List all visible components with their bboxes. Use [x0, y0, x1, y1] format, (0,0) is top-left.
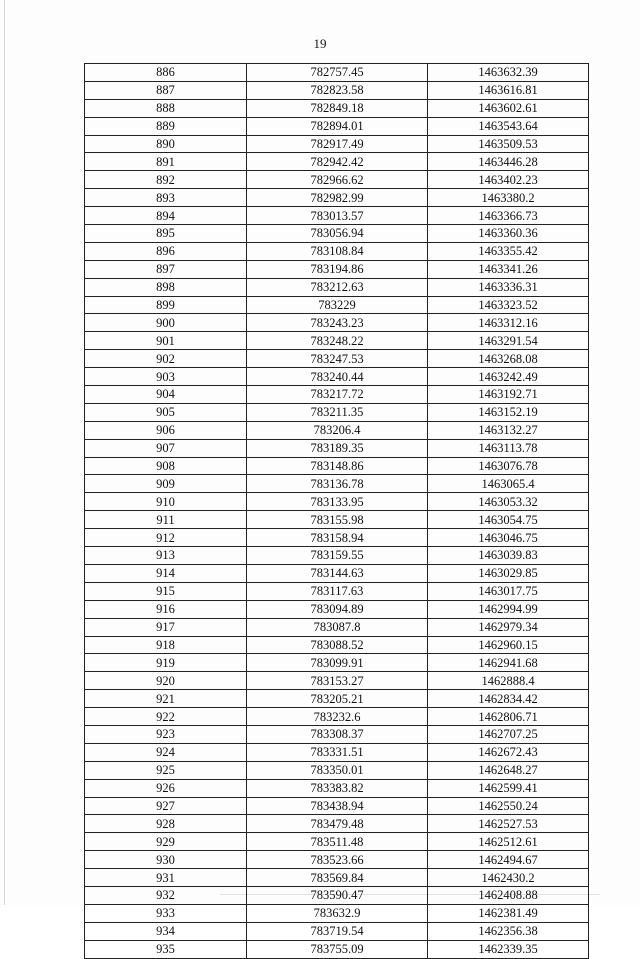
y-coordinate-cell: 1463632.39: [428, 64, 589, 82]
x-coordinate-cell: 783212.63: [247, 278, 428, 296]
point-number-cell: 908: [85, 457, 247, 475]
y-coordinate-cell: 1462806.71: [428, 708, 589, 726]
point-number-cell: 917: [85, 618, 247, 636]
x-coordinate-cell: 783240.44: [247, 368, 428, 386]
point-number-cell: 921: [85, 690, 247, 708]
y-coordinate-cell: 1463152.19: [428, 403, 589, 421]
coordinates-table-body: [85, 64, 589, 959]
x-coordinate-cell: 783243.23: [247, 314, 428, 332]
table-row: [85, 833, 589, 851]
table-row: [85, 547, 589, 565]
table-row: [85, 582, 589, 600]
table-row: [85, 564, 589, 582]
x-coordinate-cell: 783088.52: [247, 636, 428, 654]
y-coordinate-cell: 1462979.34: [428, 618, 589, 636]
point-number-cell: 887: [85, 81, 247, 99]
table-row: [85, 260, 589, 278]
table-row: [85, 225, 589, 243]
y-coordinate-cell: 1462527.53: [428, 815, 589, 833]
y-coordinate-cell: 1463046.75: [428, 529, 589, 547]
table-row: [85, 153, 589, 171]
table-row: [85, 99, 589, 117]
y-coordinate-cell: 1462888.4: [428, 672, 589, 690]
x-coordinate-cell: 783719.54: [247, 922, 428, 940]
x-coordinate-cell: 783217.72: [247, 386, 428, 404]
table-row: [85, 851, 589, 869]
x-coordinate-cell: 783755.09: [247, 940, 428, 958]
y-coordinate-cell: 1463341.26: [428, 260, 589, 278]
y-coordinate-cell: 1462339.35: [428, 940, 589, 958]
point-number-cell: 891: [85, 153, 247, 171]
x-coordinate-cell: 783229: [247, 296, 428, 314]
table-row: [85, 314, 589, 332]
x-coordinate-cell: 783189.35: [247, 439, 428, 457]
point-number-cell: 934: [85, 922, 247, 940]
x-coordinate-cell: 783159.55: [247, 547, 428, 565]
point-number-cell: 931: [85, 869, 247, 887]
table-row: [85, 421, 589, 439]
x-coordinate-cell: 783247.53: [247, 350, 428, 368]
x-coordinate-cell: 783248.22: [247, 332, 428, 350]
x-coordinate-cell: 783590.47: [247, 886, 428, 904]
x-coordinate-cell: 783148.86: [247, 457, 428, 475]
table-row: [85, 815, 589, 833]
x-coordinate-cell: 783013.57: [247, 207, 428, 225]
point-number-cell: 935: [85, 940, 247, 958]
y-coordinate-cell: 1463336.31: [428, 278, 589, 296]
point-number-cell: 897: [85, 260, 247, 278]
point-number-cell: 903: [85, 368, 247, 386]
point-number-cell: 910: [85, 493, 247, 511]
point-number-cell: 912: [85, 529, 247, 547]
y-coordinate-cell: 1462599.41: [428, 779, 589, 797]
table-row: [85, 922, 589, 940]
x-coordinate-cell: 783331.51: [247, 743, 428, 761]
x-coordinate-cell: 783117.63: [247, 582, 428, 600]
point-number-cell: 911: [85, 511, 247, 529]
point-number-cell: 930: [85, 851, 247, 869]
table-row: [85, 743, 589, 761]
table-row: [85, 117, 589, 135]
table-row: [85, 618, 589, 636]
table-row: [85, 242, 589, 260]
table-row: [85, 869, 589, 887]
x-coordinate-cell: 783206.4: [247, 421, 428, 439]
y-coordinate-cell: 1463402.23: [428, 171, 589, 189]
table-row: [85, 654, 589, 672]
x-coordinate-cell: 782757.45: [247, 64, 428, 82]
point-number-cell: 927: [85, 797, 247, 815]
y-coordinate-cell: 1463312.16: [428, 314, 589, 332]
y-coordinate-cell: 1462994.99: [428, 600, 589, 618]
y-coordinate-cell: 1463355.42: [428, 242, 589, 260]
point-number-cell: 889: [85, 117, 247, 135]
point-number-cell: 915: [85, 582, 247, 600]
y-coordinate-cell: 1463602.61: [428, 99, 589, 117]
table-row: [85, 475, 589, 493]
y-coordinate-cell: 1463017.75: [428, 582, 589, 600]
point-number-cell: 901: [85, 332, 247, 350]
point-number-cell: 929: [85, 833, 247, 851]
table-row: [85, 439, 589, 457]
table-row: [85, 779, 589, 797]
y-coordinate-cell: 1462707.25: [428, 725, 589, 743]
point-number-cell: 916: [85, 600, 247, 618]
table-row: [85, 904, 589, 922]
table-row: [85, 296, 589, 314]
x-coordinate-cell: 783511.48: [247, 833, 428, 851]
point-number-cell: 933: [85, 904, 247, 922]
point-number-cell: 932: [85, 886, 247, 904]
x-coordinate-cell: 783153.27: [247, 672, 428, 690]
x-coordinate-cell: 783158.94: [247, 529, 428, 547]
x-coordinate-cell: 783108.84: [247, 242, 428, 260]
y-coordinate-cell: 1463029.85: [428, 564, 589, 582]
y-coordinate-cell: 1463053.32: [428, 493, 589, 511]
y-coordinate-cell: 1462356.38: [428, 922, 589, 940]
point-number-cell: 892: [85, 171, 247, 189]
y-coordinate-cell: 1463380.2: [428, 189, 589, 207]
y-coordinate-cell: 1463242.49: [428, 368, 589, 386]
y-coordinate-cell: 1462512.61: [428, 833, 589, 851]
y-coordinate-cell: 1463268.08: [428, 350, 589, 368]
point-number-cell: 918: [85, 636, 247, 654]
table-row: [85, 708, 589, 726]
y-coordinate-cell: 1463054.75: [428, 511, 589, 529]
x-coordinate-cell: 782942.42: [247, 153, 428, 171]
x-coordinate-cell: 783350.01: [247, 761, 428, 779]
y-coordinate-cell: 1463113.78: [428, 439, 589, 457]
x-coordinate-cell: 783056.94: [247, 225, 428, 243]
x-coordinate-cell: 783632.9: [247, 904, 428, 922]
table-row: [85, 64, 589, 82]
point-number-cell: 906: [85, 421, 247, 439]
table-row: [85, 189, 589, 207]
point-number-cell: 928: [85, 815, 247, 833]
y-coordinate-cell: 1463616.81: [428, 81, 589, 99]
point-number-cell: 909: [85, 475, 247, 493]
x-coordinate-cell: 783383.82: [247, 779, 428, 797]
x-coordinate-cell: 782917.49: [247, 135, 428, 153]
x-coordinate-cell: 783205.21: [247, 690, 428, 708]
x-coordinate-cell: 783211.35: [247, 403, 428, 421]
point-number-cell: 899: [85, 296, 247, 314]
x-coordinate-cell: 782982.99: [247, 189, 428, 207]
point-number-cell: 924: [85, 743, 247, 761]
table-row: [85, 725, 589, 743]
table-row: [85, 278, 589, 296]
x-coordinate-cell: 782823.58: [247, 81, 428, 99]
y-coordinate-cell: 1463065.4: [428, 475, 589, 493]
x-coordinate-cell: 782966.62: [247, 171, 428, 189]
x-coordinate-cell: 783155.98: [247, 511, 428, 529]
x-coordinate-cell: 783523.66: [247, 851, 428, 869]
y-coordinate-cell: 1463446.28: [428, 153, 589, 171]
page-number: 19: [313, 36, 327, 51]
y-coordinate-cell: 1463543.64: [428, 117, 589, 135]
y-coordinate-cell: 1463509.53: [428, 135, 589, 153]
point-number-cell: 898: [85, 278, 247, 296]
point-number-cell: 922: [85, 708, 247, 726]
y-coordinate-cell: 1463076.78: [428, 457, 589, 475]
table-row: [85, 332, 589, 350]
x-coordinate-cell: 783232.6: [247, 708, 428, 726]
table-row: [85, 457, 589, 475]
x-coordinate-cell: 783136.78: [247, 475, 428, 493]
y-coordinate-cell: 1462960.15: [428, 636, 589, 654]
point-number-cell: 920: [85, 672, 247, 690]
y-coordinate-cell: 1462834.42: [428, 690, 589, 708]
x-coordinate-cell: 783479.48: [247, 815, 428, 833]
point-number-cell: 902: [85, 350, 247, 368]
x-coordinate-cell: 783087.8: [247, 618, 428, 636]
table-row: [85, 81, 589, 99]
y-coordinate-cell: 1462941.68: [428, 654, 589, 672]
x-coordinate-cell: 783569.84: [247, 869, 428, 887]
table-row: [85, 368, 589, 386]
y-coordinate-cell: 1463039.83: [428, 547, 589, 565]
point-number-cell: 886: [85, 64, 247, 82]
table-row: [85, 797, 589, 815]
point-number-cell: 888: [85, 99, 247, 117]
y-coordinate-cell: 1463360.36: [428, 225, 589, 243]
table-row: [85, 403, 589, 421]
point-number-cell: 894: [85, 207, 247, 225]
y-coordinate-cell: 1463323.52: [428, 296, 589, 314]
y-coordinate-cell: 1462672.43: [428, 743, 589, 761]
y-coordinate-cell: 1462408.88: [428, 886, 589, 904]
table-row: [85, 690, 589, 708]
x-coordinate-cell: 783438.94: [247, 797, 428, 815]
y-coordinate-cell: 1463192.71: [428, 386, 589, 404]
x-coordinate-cell: 783194.86: [247, 260, 428, 278]
y-coordinate-cell: 1463366.73: [428, 207, 589, 225]
table-row: [85, 350, 589, 368]
table-row: [85, 511, 589, 529]
table-row: [85, 940, 589, 958]
table-row: [85, 886, 589, 904]
y-coordinate-cell: 1462494.67: [428, 851, 589, 869]
x-coordinate-cell: 783144.63: [247, 564, 428, 582]
table-row: [85, 386, 589, 404]
x-coordinate-cell: 783308.37: [247, 725, 428, 743]
point-number-cell: 905: [85, 403, 247, 421]
point-number-cell: 904: [85, 386, 247, 404]
x-coordinate-cell: 782894.01: [247, 117, 428, 135]
point-number-cell: 919: [85, 654, 247, 672]
table-row: [85, 135, 589, 153]
table-row: [85, 171, 589, 189]
point-number-cell: 907: [85, 439, 247, 457]
point-number-cell: 925: [85, 761, 247, 779]
point-number-cell: 890: [85, 135, 247, 153]
point-number-cell: 900: [85, 314, 247, 332]
y-coordinate-cell: 1463291.54: [428, 332, 589, 350]
point-number-cell: 893: [85, 189, 247, 207]
coordinates-table: [84, 63, 589, 959]
x-coordinate-cell: 783133.95: [247, 493, 428, 511]
point-number-cell: 896: [85, 242, 247, 260]
point-number-cell: 914: [85, 564, 247, 582]
y-coordinate-cell: 1462381.49: [428, 904, 589, 922]
table-row: [85, 600, 589, 618]
y-coordinate-cell: 1462648.27: [428, 761, 589, 779]
table-row: [85, 207, 589, 225]
point-number-cell: 926: [85, 779, 247, 797]
point-number-cell: 913: [85, 547, 247, 565]
x-coordinate-cell: 783099.91: [247, 654, 428, 672]
table-row: [85, 529, 589, 547]
x-coordinate-cell: 783094.89: [247, 600, 428, 618]
y-coordinate-cell: 1462550.24: [428, 797, 589, 815]
point-number-cell: 923: [85, 725, 247, 743]
table-row: [85, 672, 589, 690]
table-row: [85, 636, 589, 654]
page-edge-left: [4, 0, 5, 905]
y-coordinate-cell: 1462430.2: [428, 869, 589, 887]
table-row: [85, 761, 589, 779]
point-number-cell: 895: [85, 225, 247, 243]
table-row: [85, 493, 589, 511]
x-coordinate-cell: 782849.18: [247, 99, 428, 117]
y-coordinate-cell: 1463132.27: [428, 421, 589, 439]
